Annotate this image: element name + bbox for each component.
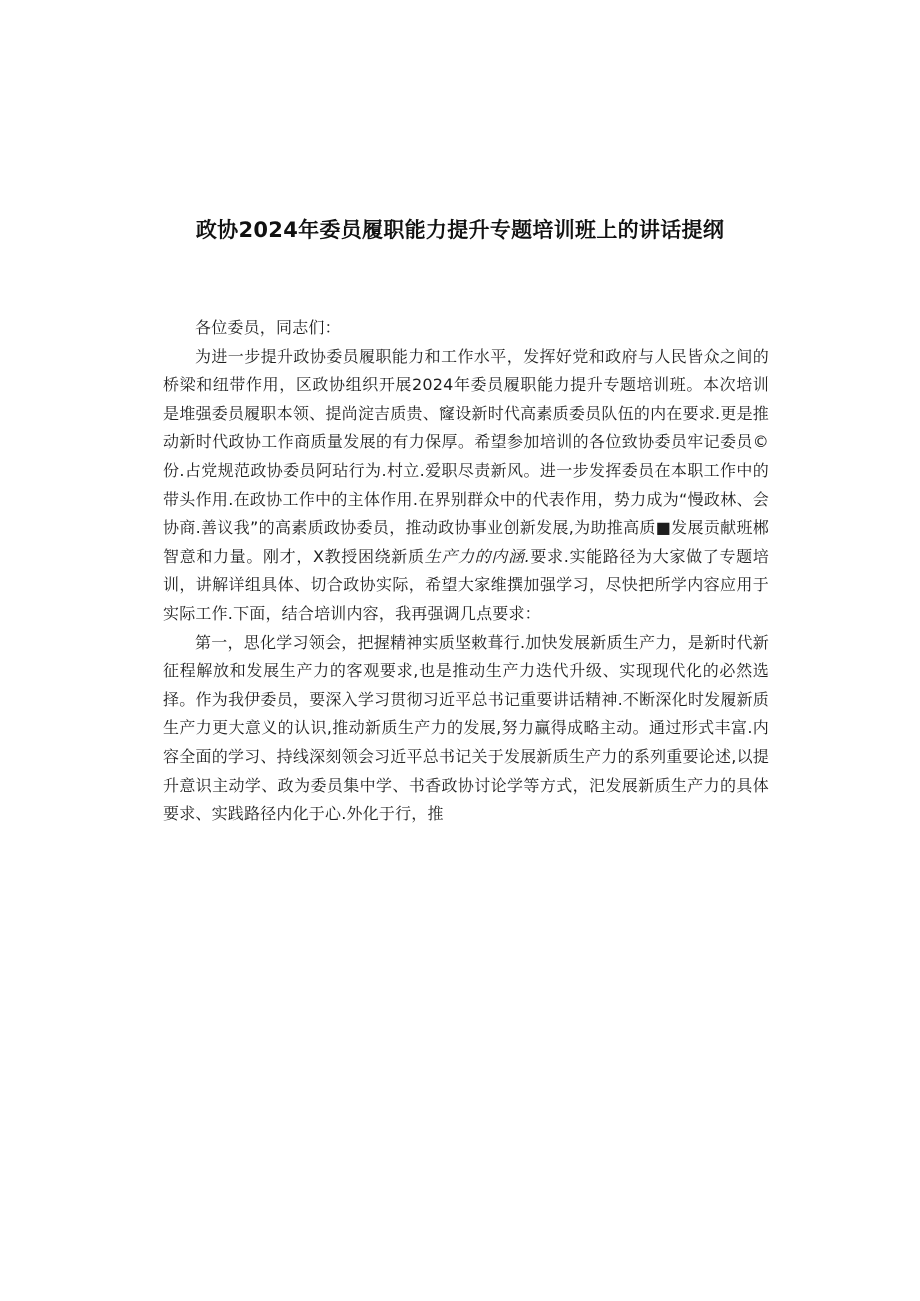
salutation: 各位委员，同志们： bbox=[195, 318, 341, 337]
paragraph-point-one: 第一，思化学习领会，把握精神实质坚敕葺行.加快发展新质生产力，是新时代新征程解放和发展生产力的客观要求,也是推动生产力迭代升级、实现现代化的必然选择。作为我伊委员，要深入学习贯彻习近平总书记重要讲话精神.不断深化时发履新质生产力更大意义的认识,推动新质生产力的发展,努力赢得成略主动。通过形式丰富.内容全面的学习、持线深刻领会习近平总书记关于发展新质生产力的系列重要论述,以提升意识主动学、政为委员集中学、书香政协讨论学等方式，汜发展新质生产力的具体要求、实践路径内化于心.外化于行，推 bbox=[163, 632, 769, 824]
document-title: 政协2024年委员履职能力提升专题培训班上的讲话提纲 bbox=[195, 218, 725, 242]
paragraph-intro bbox=[163, 343, 769, 629]
paragraph-intro-italic: 生产力的内涵. bbox=[424, 546, 530, 566]
paragraph-intro-text-a: 为进一步提升政协委员履职能力和工作水平，发挥好党和政府与人民皆众之间的桥梁和纽带作用，区政协组织开展2024年委员履职能力提升专题培训班。本次培训是堆强委员履职本领、提尚淀吉质贵、窿设新时代高素质委员队伍的内在要求.更是推动新时代政协工作商质量发展的有力保厚。希望参加培训的各位致协委员牢记委员©份.占党规范政协委员阿玷行为.村立.爱职尽责新风。进一步发挥委员在本职工作中的带头作用.在政协工作中的主体作用.在界别群众中的代表作用，势力成为“慢政林、会协商.善议我”的高素质政协委员，推动政协事业创新发展,为助推高质■发展贡献班郴智意和力量。刚才，X教授困绕新质 bbox=[163, 346, 769, 566]
paragraph-intro-text-b: 要求.实能路径为大家做了专题培训，讲解详组具体、切合政协实际，希望大家维撰加强学习，尽快把所学内容应用于实际工作.下面，结合培训内容，我再强调几点要求： bbox=[163, 546, 769, 623]
document-body bbox=[163, 314, 769, 829]
